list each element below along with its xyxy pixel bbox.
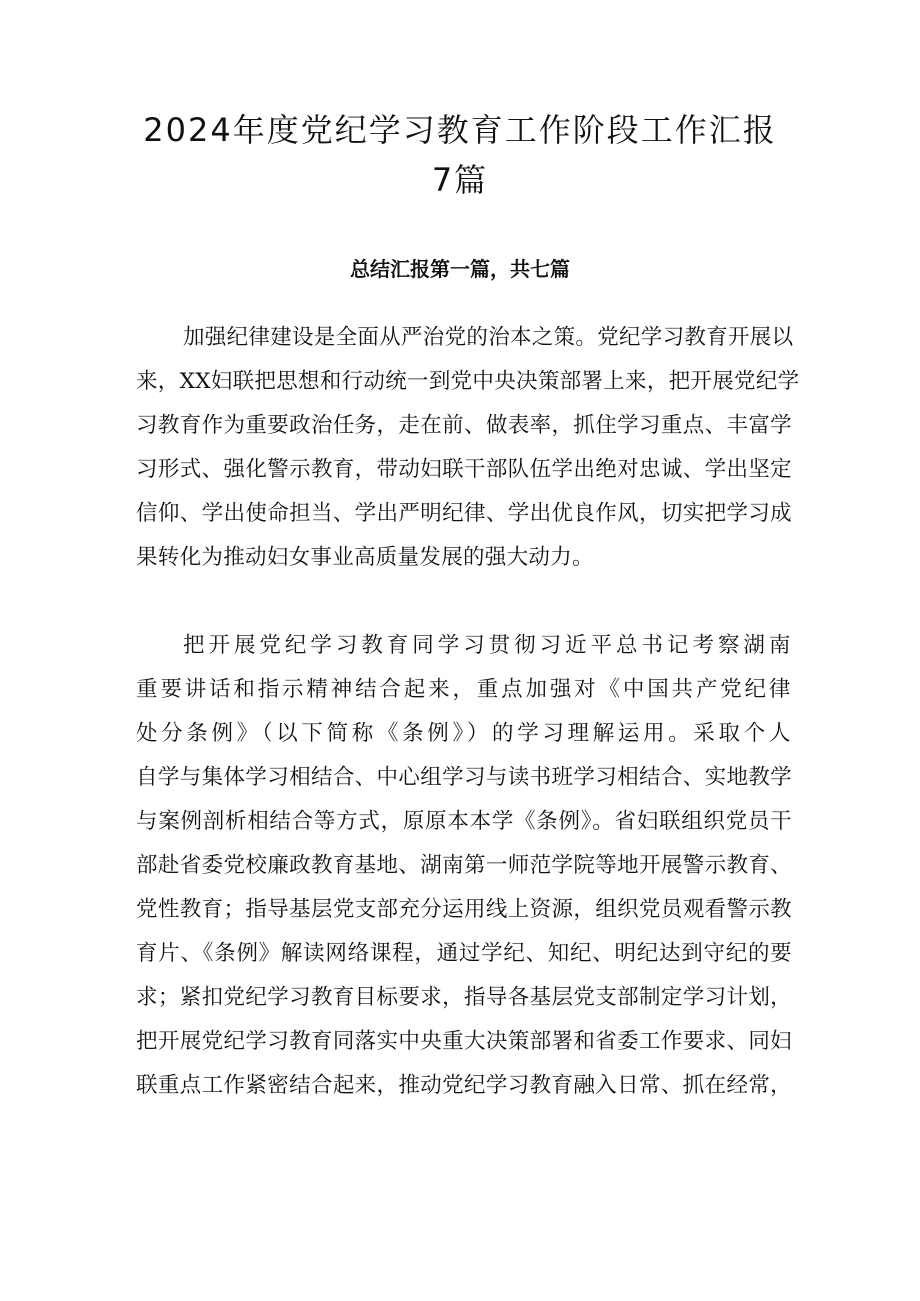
paragraph-line: 信仰、学出使命担当、学出严明纪律、学出优良作风，切实把学习成 xyxy=(136,501,792,526)
paragraph-line: 部赴省委党校廉政教育基地、湖南第一师范学院等地开展警示教育、 xyxy=(136,853,792,878)
paragraph-line: 党性教育；指导基层党支部充分运用线上资源，组织党员观看警示教 xyxy=(136,897,792,922)
paragraph-2 xyxy=(136,624,792,1108)
paragraph-line: 把开展党纪学习教育同落实中央重大决策部署和省委工作要求、同妇 xyxy=(136,1029,792,1054)
paragraph-line: 把开展党纪学习教育同学习贯彻习近平总书记考察湖南 xyxy=(183,633,792,658)
paragraph-line: 来，XX妇联把思想和行动统一到党中央决策部署上来，把开展党纪学 xyxy=(136,369,800,394)
document-title-line-1: 2024年度党纪学习教育工作阶段工作汇报 xyxy=(143,111,777,149)
paragraph-line: 果转化为推动妇女事业高质量发展的强大动力。 xyxy=(136,545,594,570)
paragraph-line: 求；紧扣党纪学习教育目标要求，指导各基层党支部制定学习计划， xyxy=(136,985,792,1010)
paragraph-line: 与案例剖析相结合等方式，原原本本学《条例》。省妇联组织党员干 xyxy=(136,809,792,834)
paragraph-1 xyxy=(136,316,800,580)
paragraph-line: 自学与集体学习相结合、中心组学习与读书班学习相结合、实地教学 xyxy=(136,765,792,790)
paragraph-line: 习形式、强化警示教育，带动妇联干部队伍学出绝对忠诚、学出坚定 xyxy=(136,457,792,482)
section-heading: 总结汇报第一篇，共七篇 xyxy=(350,257,570,281)
paragraph-line: 加强纪律建设是全面从严治党的治本之策。党纪学习教育开展以 xyxy=(183,325,794,350)
paragraph-line: 育片、《条例》解读网络课程，通过学纪、知纪、明纪达到守纪的要 xyxy=(136,941,792,966)
document-title-line-2: 7篇 xyxy=(431,161,489,199)
paragraph-line: 处分条例》（以下简称《条例》）的学习理解运用。采取个人 xyxy=(136,721,792,746)
paragraph-line: 联重点工作紧密结合起来，推动党纪学习教育融入日常、抓在经常， xyxy=(136,1073,792,1098)
paragraph-line: 重要讲话和指示精神结合起来，重点加强对《中国共产党纪律 xyxy=(136,677,792,702)
paragraph-line: 习教育作为重要政治任务，走在前、做表率，抓住学习重点、丰富学 xyxy=(136,413,792,438)
